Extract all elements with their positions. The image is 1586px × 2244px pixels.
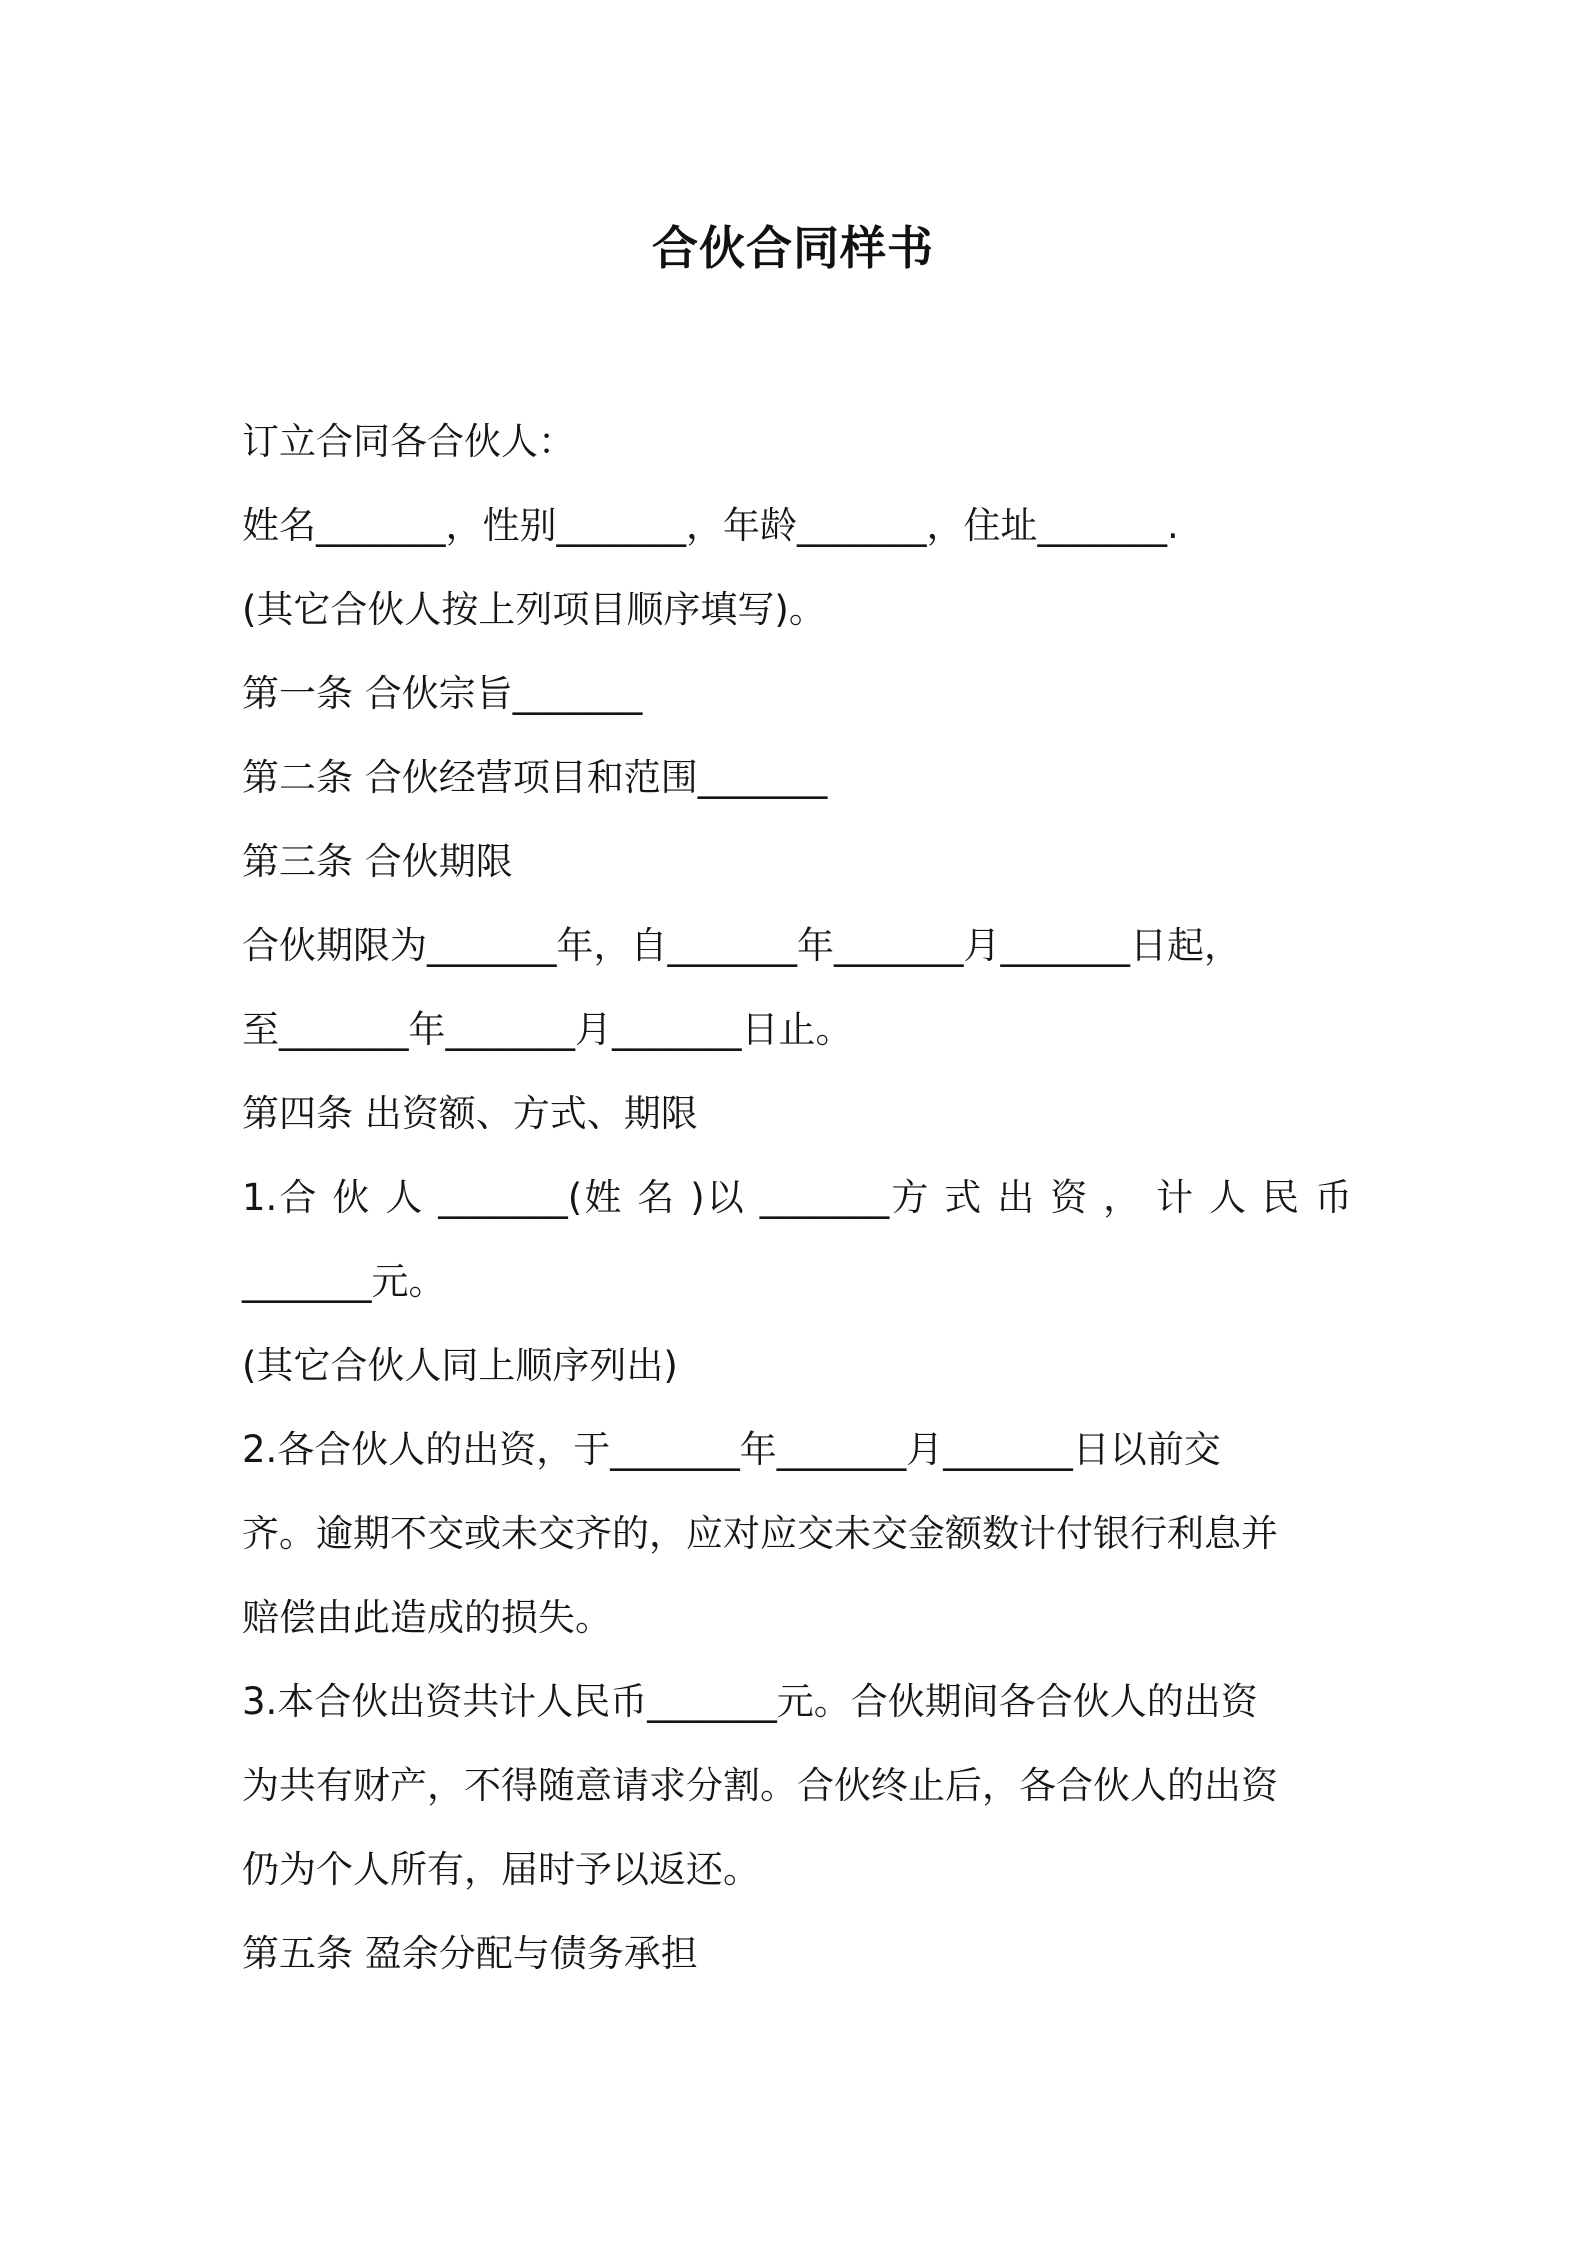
contribution-clause-3-line-2: 为共有财产，不得随意请求分割。合伙终止后，各合伙人的出资 xyxy=(242,1764,1278,1807)
contribution-clause-2-line-1: 2.各合伙人的出资，于_______年_______月_______日以前交 xyxy=(242,1428,1221,1471)
article-1: 第一条 合伙宗旨_______ xyxy=(242,672,643,715)
contribution-clause-2-line-2: 齐。逾期不交或未交齐的，应对应交未交金额数计付银行利息并 xyxy=(242,1512,1278,1555)
document-title: 合伙合同样书 xyxy=(652,221,934,275)
term-line-2: 至_______年_______月_______日止。 xyxy=(242,1008,853,1051)
party-note: (其它合伙人按上列项目顺序填写)。 xyxy=(242,588,826,631)
contribution-clause-1-line-1: 1.合 伙 人 _______(姓 名 )以 _______方 式 出 资 ， 计 人 民 币 xyxy=(242,1176,1352,1219)
contribution-clause-3-line-3: 仍为个人所有，届时予以返还。 xyxy=(242,1848,760,1891)
contribution-note: (其它合伙人同上顺序列出) xyxy=(242,1344,678,1387)
article-5-heading: 第五条 盈余分配与债务承担 xyxy=(242,1932,698,1975)
article-4-heading: 第四条 出资额、方式、期限 xyxy=(242,1092,698,1135)
contribution-clause-3-line-1: 3.本合伙出资共计人民币_______元。合伙期间各合伙人的出资 xyxy=(242,1680,1258,1723)
contribution-clause-2-line-3: 赔偿由此造成的损失。 xyxy=(242,1596,612,1639)
parties-heading: 订立合同各合伙人： xyxy=(242,420,575,463)
article-2: 第二条 合伙经营项目和范围_______ xyxy=(242,756,828,799)
term-line-1: 合伙期限为_______年，自_______年_______月_______日起， xyxy=(242,924,1241,967)
party-info-line: 姓名_______，性别_______，年龄_______，住址_______. xyxy=(242,504,1179,547)
document-body xyxy=(242,400,1352,1996)
article-3-heading: 第三条 合伙期限 xyxy=(242,840,513,883)
contribution-clause-1-line-2: _______元。 xyxy=(242,1260,446,1303)
